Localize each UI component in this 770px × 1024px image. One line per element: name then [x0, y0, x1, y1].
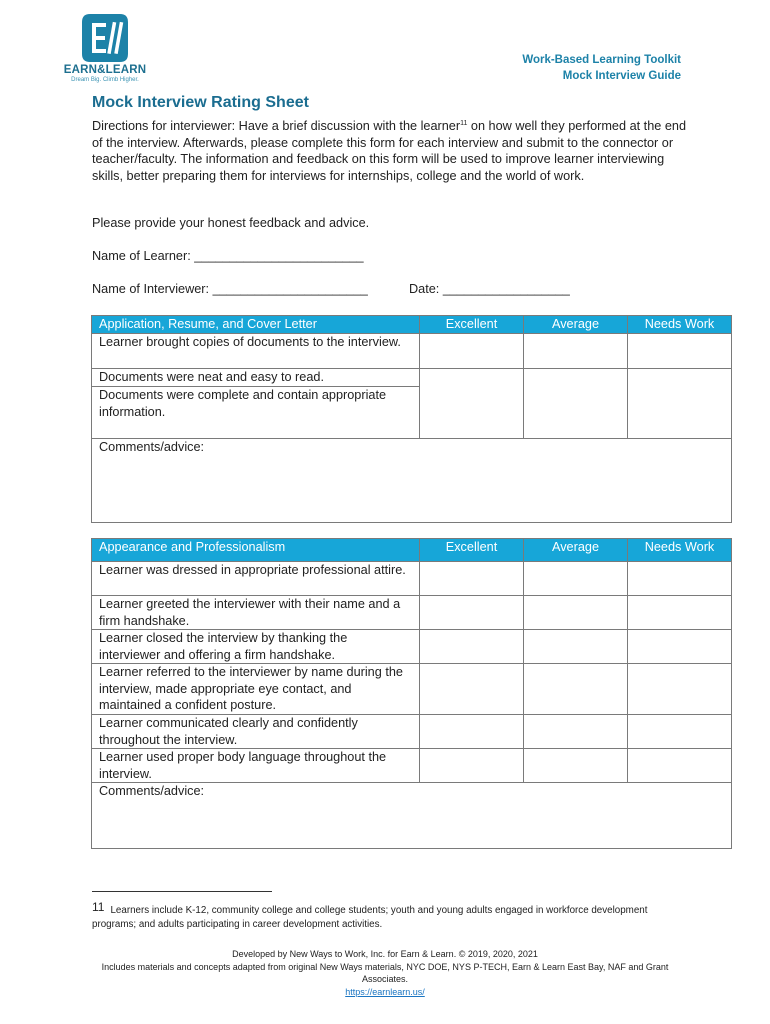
rating-table-appearance — [91, 538, 732, 849]
criterion-text: Documents were neat and easy to read. — [92, 369, 420, 387]
table-row — [92, 664, 732, 715]
rating-cell-average[interactable] — [524, 334, 628, 369]
table-row — [92, 715, 732, 749]
directions-after: on how well they performed at the end of the interview. Afterwards, please complete this form for each interview and submit to the connector or teacher/faculty. The information and feedback on this form will be used to improve learner interviewing skills, better preparing them for interviews for internships, college and the world of work. — [92, 119, 687, 184]
logo — [62, 14, 148, 83]
honest-feedback: Please provide your honest feedback and advice. — [92, 216, 370, 230]
footnote-text: Learners include K-12, community college and college students; youth and young adults engaged in workforce development programs; and adults participating in career development activities. — [92, 905, 648, 930]
section-heading: Application, Resume, and Cover Letter — [92, 316, 420, 334]
table-row — [92, 749, 732, 783]
section-heading: Appearance and Professionalism — [92, 539, 420, 562]
criterion-text: Learner was dressed in appropriate professional attire. — [92, 562, 420, 596]
col-average: Average — [524, 316, 628, 334]
criterion-text: Learner brought copies of documents to the interview. — [92, 334, 420, 369]
col-average: Average — [524, 539, 628, 562]
rating-cell-needs-work[interactable] — [628, 630, 732, 664]
col-excellent: Excellent — [420, 316, 524, 334]
col-excellent: Excellent — [420, 539, 524, 562]
rating-cell-excellent[interactable] — [420, 562, 524, 596]
rating-cell-needs-work[interactable] — [628, 334, 732, 369]
credits-line-2: Includes materials and concepts adapted from original New Ways materials, NYC DOE, NYS P-TECH, Earn & Learn East Bay, NAF and Grant Associates. — [101, 961, 669, 984]
criterion-text: Learner closed the interview by thanking the interviewer and offering a firm handshake. — [92, 630, 420, 664]
page-title: Mock Interview Rating Sheet — [92, 94, 309, 111]
rating-cell-average[interactable] — [524, 715, 628, 749]
rating-cell-excellent[interactable] — [420, 334, 524, 369]
directions — [92, 116, 692, 185]
ladder-logo-icon — [82, 14, 128, 62]
comments-row[interactable] — [92, 783, 732, 849]
rating-cell-average[interactable] — [524, 630, 628, 664]
criterion-text: Learner used proper body language throughout the interview. — [92, 749, 420, 783]
col-needs-work: Needs Work — [628, 539, 732, 562]
table-row — [92, 334, 732, 369]
rating-cell-needs-work[interactable] — [628, 715, 732, 749]
logo-text: EARN&LEARN — [63, 64, 147, 76]
rating-cell-average[interactable] — [524, 369, 628, 439]
comments-label: Comments/advice: — [92, 783, 732, 849]
rating-cell-excellent[interactable] — [420, 664, 524, 715]
col-needs-work: Needs Work — [628, 316, 732, 334]
rating-cell-average[interactable] — [524, 664, 628, 715]
criterion-text: Learner greeted the interviewer with their name and a firm handshake. — [92, 596, 420, 630]
credits-line-1: Developed by New Ways to Work, Inc. for Earn & Learn. © 2019, 2020, 2021 — [232, 949, 538, 959]
credits — [90, 948, 680, 998]
website-link[interactable]: https://earnlearn.us/ — [345, 986, 425, 997]
interviewer-name-field[interactable]: Name of Interviewer: ______________________ — [92, 282, 368, 296]
learner-name-field[interactable]: Name of Learner: ________________________ — [92, 249, 364, 263]
rating-cell-excellent[interactable] — [420, 715, 524, 749]
rating-cell-excellent[interactable] — [420, 749, 524, 783]
rating-cell-average[interactable] — [524, 562, 628, 596]
rating-cell-needs-work[interactable] — [628, 749, 732, 783]
table-row — [92, 630, 732, 664]
footnote — [92, 900, 692, 932]
rating-cell-excellent[interactable] — [420, 596, 524, 630]
rating-cell-excellent[interactable] — [420, 630, 524, 664]
header-line-2: Mock Interview Guide — [562, 70, 681, 82]
table-row — [92, 369, 732, 387]
logo-tagline: Dream Big. Climb Higher. — [71, 77, 139, 83]
date-field[interactable]: Date: __________________ — [409, 282, 570, 296]
rating-table-application — [91, 315, 732, 523]
footnote-number: 11 — [92, 900, 105, 914]
rating-cell-needs-work[interactable] — [628, 596, 732, 630]
directions-before: Directions for interviewer: Have a brief discussion with the learner — [92, 119, 461, 134]
table-row — [92, 562, 732, 596]
header-line-1: Work-Based Learning Toolkit — [522, 54, 681, 66]
criterion-text: Learner communicated clearly and confidently throughout the interview. — [92, 715, 420, 749]
criterion-text: Learner referred to the interviewer by name during the interview, made appropriate eye contact, and maintained a confident posture. — [92, 664, 420, 715]
rating-cell-excellent[interactable] — [420, 369, 524, 439]
comments-row[interactable] — [92, 439, 732, 523]
rating-cell-average[interactable] — [524, 749, 628, 783]
doc-header — [522, 52, 681, 84]
rating-cell-needs-work[interactable] — [628, 369, 732, 439]
comments-label: Comments/advice: — [92, 439, 732, 523]
footnote-divider — [92, 891, 272, 892]
rating-cell-needs-work[interactable] — [628, 562, 732, 596]
table-row — [92, 596, 732, 630]
criterion-text: Documents were complete and contain appropriate information. — [92, 387, 420, 439]
rating-cell-needs-work[interactable] — [628, 664, 732, 715]
directions-footnote-ref: 11 — [460, 120, 468, 127]
rating-cell-average[interactable] — [524, 596, 628, 630]
